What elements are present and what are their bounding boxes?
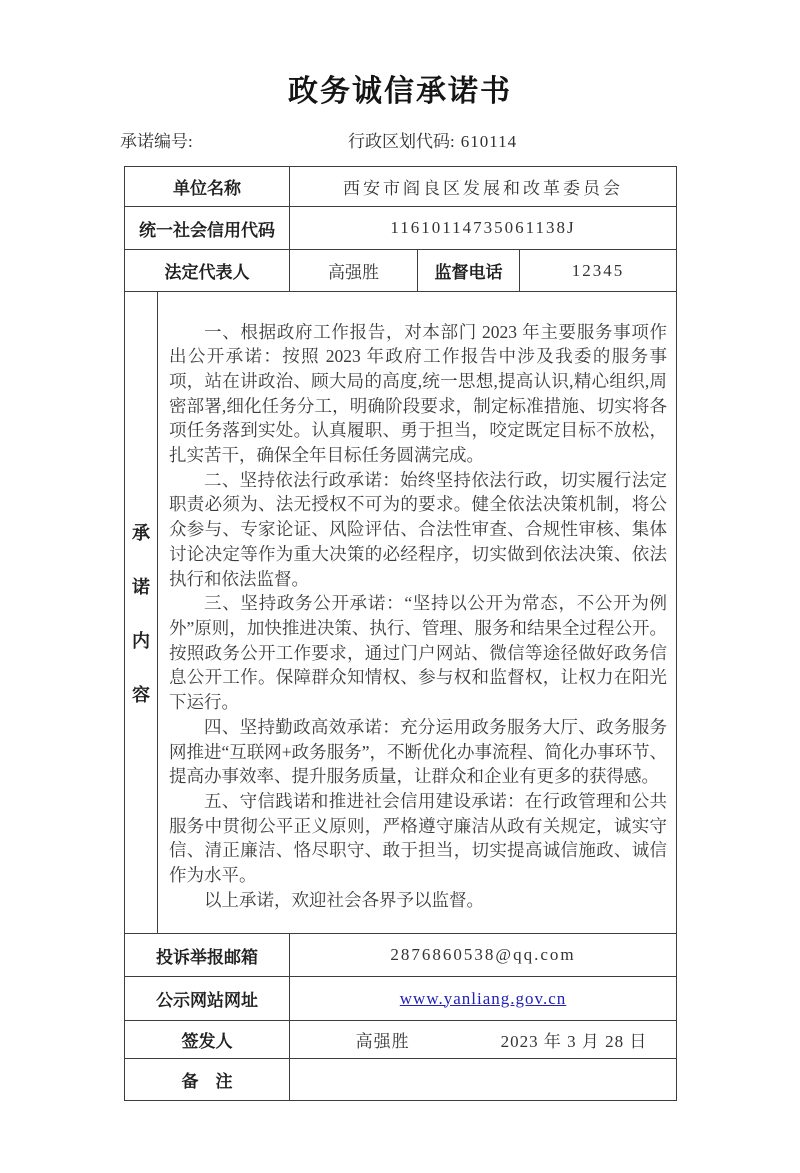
website-link[interactable]: www.yanliang.gov.cn: [399, 988, 567, 1008]
legal-rep-value: 高强胜: [290, 250, 418, 292]
region-code-label: 行政区划代码:: [348, 132, 455, 151]
commitment-table: [124, 166, 677, 1101]
issuer-label: 签发人: [125, 1021, 290, 1059]
table-row: [125, 250, 677, 292]
region-code: [348, 127, 517, 152]
content-label-char: 诺: [132, 576, 150, 597]
commitment-paragraph-2: 二、坚持依法行政承诺：始终坚持依法行政，切实履行法定职责必须为、法无授权不可为的要求。健全依法决策机制，将公众参与、专家论证、风险评估、合法性审查、合规性审核、集体讨论决定等作为重大决策的必经程序，切实做到依法决策、依法执行和依法监督。: [169, 469, 668, 589]
page-title: 政务诚信承诺书: [288, 75, 512, 108]
commitment-closing-line: 以上承诺，欢迎社会各界予以监督。: [204, 889, 484, 910]
credit-code-label: 统一社会信用代码: [125, 207, 290, 250]
content-label-char: 内: [132, 630, 150, 651]
table-row: [125, 1059, 677, 1101]
promise-number-label: 承诺编号:: [120, 132, 193, 151]
issue-date: 2023 年 3 月 28 日: [500, 1032, 648, 1051]
commitment-paragraph-1: 一、根据政府工作报告，对本部门 2023 年主要服务事项作出公开承诺：按照 2023 年政府工作报告中涉及我委的服务事项，站在讲政治、顾大局的高度,统一思想,提高认识,精心组织,周密部署,细化任务分工，明确阶段要求，制定标准措施、切实将各项任务落到实处。认真履职、勇于担当，咬定既定目标不放松，扎实苦干，确保全年目标任务圆满完成。: [169, 321, 668, 466]
unit-name-label: 单位名称: [125, 167, 290, 207]
commitment-paragraph-3: 三、坚持政务公开承诺：“坚持以公开为常态，不公开为例外”原则，加快推进决策、执行、管理、服务和结果全过程公开。按照政务公开工作要求，通过门户网站、微信等途径做好政务信息公开工作。保障群众知情权、参与权和监督权，让权力在阳光下运行。: [169, 593, 668, 713]
region-code-value: 610114: [460, 132, 518, 151]
commitment-paragraph-4: 四、坚持勤政高效承诺：充分运用政务服务大厅、政务服务网推进“互联网+政务服务”，不断优化办事流程、简化办事环节、提高办事效率、提升服务质量，让群众和企业有更多的获得感。: [169, 716, 668, 787]
table-row: [125, 1021, 677, 1059]
table-row: [125, 934, 677, 977]
remarks-value: [290, 1059, 677, 1101]
table-row: [125, 292, 677, 934]
issuer-name: 高强胜: [355, 1032, 410, 1051]
phone-label: 监督电话: [418, 250, 520, 292]
content-label-char: 承: [132, 522, 150, 543]
remarks-label: 备 注: [125, 1059, 290, 1101]
table-row: [125, 977, 677, 1021]
complaint-email-value: 2876860538@qq.com: [290, 934, 677, 977]
issuer-cell: [290, 1021, 677, 1059]
content-vertical-label: [125, 292, 158, 934]
table-row: [125, 167, 677, 207]
website-label: 公示网站网址: [125, 977, 290, 1021]
phone-value: 12345: [520, 250, 677, 292]
commitment-paragraph-5: 五、守信践诺和推进社会信用建设承诺：在行政管理和公共服务中贯彻公平正义原则，严格遵守廉洁从政有关规定，诚实守信、清正廉洁、恪尽职守、敢于担当，切实提高诚信施政、诚信作为水平。: [169, 790, 668, 886]
legal-rep-label: 法定代表人: [125, 250, 290, 292]
table-row: [125, 207, 677, 250]
meta-row: [120, 127, 676, 151]
content-label-char: 容: [132, 684, 150, 705]
unit-name-value: 西安市阎良区发展和改革委员会: [290, 167, 677, 207]
credit-code-value: 11610114735061138J: [290, 207, 677, 250]
website-cell: [290, 977, 677, 1021]
complaint-email-label: 投诉举报邮箱: [125, 934, 290, 977]
commitment-content: [158, 292, 677, 934]
